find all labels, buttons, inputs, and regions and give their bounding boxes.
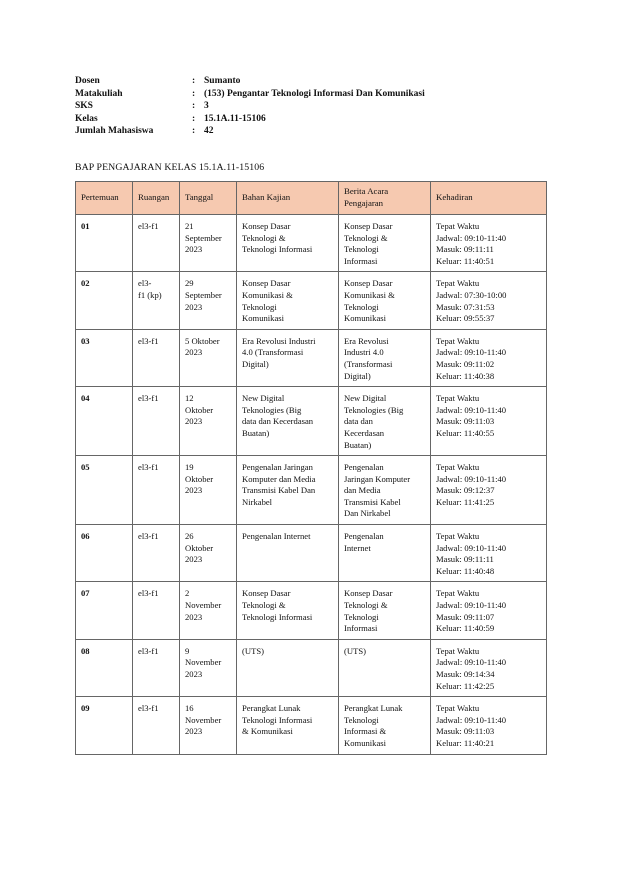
cell-pertemuan: 01 (76, 215, 133, 272)
info-row-jumlah-mahasiswa (75, 125, 425, 138)
info-label: Kelas (75, 113, 98, 124)
info-value: 3 (204, 101, 209, 112)
cell-berita-acara: Pengenalan Internet (339, 525, 431, 582)
cell-tanggal: 2 November 2023 (180, 582, 237, 639)
info-colon: : (192, 76, 196, 86)
info-row-matakuliah (75, 88, 425, 101)
header-kehadiran: Kehadiran (431, 182, 547, 215)
cell-berita-acara: Era Revolusi Industri 4.0 (Transformasi Digital) (339, 329, 431, 386)
cell-pertemuan: 09 (76, 697, 133, 754)
info-row-sks (75, 100, 425, 113)
info-colon: : (192, 101, 196, 112)
cell-ruangan: el3-f1 (133, 215, 180, 272)
cell-pertemuan: 07 (76, 582, 133, 639)
cell-tanggal: 21 September 2023 (180, 215, 237, 272)
table-row (76, 697, 547, 754)
header-berita-acara: Berita Acara Pengajaran (339, 182, 431, 215)
cell-pertemuan: 06 (76, 525, 133, 582)
cell-kehadiran: Tepat Waktu Jadwal: 09:10-11:40 Masuk: 09:12:37 Keluar: 11:41:25 (431, 456, 547, 525)
cell-pertemuan: 03 (76, 329, 133, 386)
info-row-kelas (75, 113, 425, 126)
cell-kehadiran: Tepat Waktu Jadwal: 09:10-11:40 Masuk: 09:11:03 Keluar: 11:40:21 (431, 697, 547, 754)
table-header-row (76, 182, 547, 215)
cell-ruangan: el3- f1 (kp) (133, 272, 180, 329)
header-bahan-kajian: Bahan Kajian (237, 182, 339, 215)
cell-kehadiran: Tepat Waktu Jadwal: 07:30-10:00 Masuk: 07:31:53 Keluar: 09:55:37 (431, 272, 547, 329)
cell-bahan-kajian: Konsep Dasar Teknologi & Teknologi Informasi (237, 215, 339, 272)
cell-tanggal: 12 Oktober 2023 (180, 387, 237, 456)
cell-ruangan: el3-f1 (133, 582, 180, 639)
cell-tanggal: 29 September 2023 (180, 272, 237, 329)
info-label: Dosen (75, 76, 100, 86)
cell-kehadiran: Tepat Waktu Jadwal: 09:10-11:40 Masuk: 09:14:34 Keluar: 11:42:25 (431, 639, 547, 696)
table-body (76, 215, 547, 755)
table-row (76, 272, 547, 329)
course-info (75, 75, 425, 138)
cell-kehadiran: Tepat Waktu Jadwal: 09:10-11:40 Masuk: 09:11:07 Keluar: 11:40:59 (431, 582, 547, 639)
cell-bahan-kajian: Perangkat Lunak Teknologi Informasi & Komunikasi (237, 697, 339, 754)
cell-kehadiran: Tepat Waktu Jadwal: 09:10-11:40 Masuk: 09:11:03 Keluar: 11:40:55 (431, 387, 547, 456)
cell-bahan-kajian: Pengenalan Internet (237, 525, 339, 582)
cell-ruangan: el3-f1 (133, 329, 180, 386)
section-title: BAP PENGAJARAN KELAS 15.1A.11-15106 (75, 162, 265, 173)
cell-tanggal: 9 November 2023 (180, 639, 237, 696)
cell-pertemuan: 02 (76, 272, 133, 329)
table-row (76, 525, 547, 582)
cell-bahan-kajian: Era Revolusi Industri 4.0 (Transformasi Digital) (237, 329, 339, 386)
info-colon: : (192, 126, 196, 137)
header-tanggal: Tanggal (180, 182, 237, 215)
cell-pertemuan: 04 (76, 387, 133, 456)
cell-tanggal: 19 Oktober 2023 (180, 456, 237, 525)
table-row (76, 456, 547, 525)
cell-berita-acara: New Digital Teknologies (Big data dan Kecerdasan Buatan) (339, 387, 431, 456)
info-row-dosen (75, 75, 425, 88)
info-label: SKS (75, 101, 93, 112)
table-row (76, 582, 547, 639)
table-row (76, 329, 547, 386)
info-value: Sumanto (204, 76, 241, 86)
info-colon: : (192, 88, 196, 99)
header-ruangan: Ruangan (133, 182, 180, 215)
info-value: (153) Pengantar Teknologi Informasi Dan Komunikasi (204, 88, 425, 99)
cell-ruangan: el3-f1 (133, 456, 180, 525)
cell-tanggal: 5 Oktober 2023 (180, 329, 237, 386)
info-value: 15.1A.11-15106 (204, 113, 266, 124)
table-row (76, 215, 547, 272)
cell-bahan-kajian: Pengenalan Jaringan Komputer dan Media Transmisi Kabel Dan Nirkabel (237, 456, 339, 525)
cell-tanggal: 16 November 2023 (180, 697, 237, 754)
cell-berita-acara: Pengenalan Jaringan Komputer dan Media Transmisi Kabel Dan Nirkabel (339, 456, 431, 525)
cell-ruangan: el3-f1 (133, 525, 180, 582)
cell-berita-acara: (UTS) (339, 639, 431, 696)
cell-berita-acara: Konsep Dasar Teknologi & Teknologi Informasi (339, 582, 431, 639)
header-pertemuan: Pertemuan (76, 182, 133, 215)
cell-berita-acara: Perangkat Lunak Teknologi Informasi & Komunikasi (339, 697, 431, 754)
cell-kehadiran: Tepat Waktu Jadwal: 09:10-11:40 Masuk: 09:11:11 Keluar: 11:40:51 (431, 215, 547, 272)
cell-bahan-kajian: Konsep Dasar Teknologi & Teknologi Informasi (237, 582, 339, 639)
cell-kehadiran: Tepat Waktu Jadwal: 09:10-11:40 Masuk: 09:11:11 Keluar: 11:40:48 (431, 525, 547, 582)
table-row (76, 387, 547, 456)
table-row (76, 639, 547, 696)
info-value: 42 (204, 126, 214, 137)
cell-ruangan: el3-f1 (133, 639, 180, 696)
cell-ruangan: el3-f1 (133, 387, 180, 456)
cell-berita-acara: Konsep Dasar Komunikasi & Teknologi Komunikasi (339, 272, 431, 329)
cell-tanggal: 26 Oktober 2023 (180, 525, 237, 582)
cell-bahan-kajian: Konsep Dasar Komunikasi & Teknologi Komunikasi (237, 272, 339, 329)
info-label: Jumlah Mahasiswa (75, 126, 154, 137)
cell-kehadiran: Tepat Waktu Jadwal: 09:10-11:40 Masuk: 09:11:02 Keluar: 11:40:38 (431, 329, 547, 386)
info-colon: : (192, 113, 196, 124)
cell-pertemuan: 08 (76, 639, 133, 696)
info-label: Matakuliah (75, 88, 123, 99)
cell-bahan-kajian: (UTS) (237, 639, 339, 696)
cell-ruangan: el3-f1 (133, 697, 180, 754)
cell-pertemuan: 05 (76, 456, 133, 525)
cell-berita-acara: Konsep Dasar Teknologi & Teknologi Informasi (339, 215, 431, 272)
cell-bahan-kajian: New Digital Teknologies (Big data dan Kecerdasan Buatan) (237, 387, 339, 456)
bap-table (75, 181, 547, 755)
